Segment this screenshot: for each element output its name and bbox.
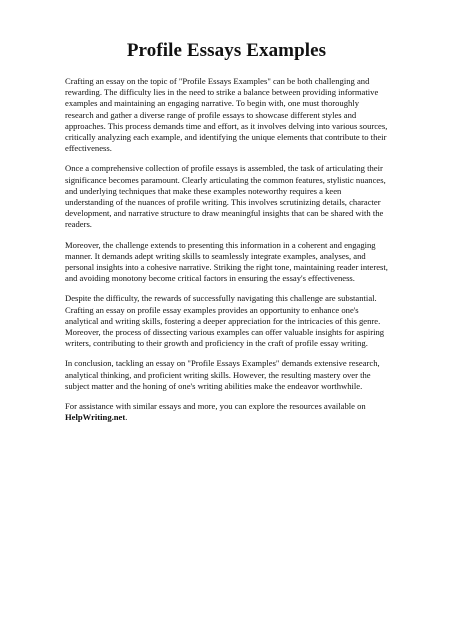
paragraph-4: Despite the difficulty, the rewards of successfully navigating this challenge are substantial. Crafting an essay on profile essay examples provides an opportunity to enhance one's analytical and writing skills, fostering a deeper appreciation for the intricacies of this genre. Moreover, the process of dissecting various examples can offer valuable insights for aspiring writers, contributing to their growth and proficiency in the craft of profile essay writing. — [65, 293, 385, 349]
closing-paragraph — [65, 401, 388, 423]
closing-period: . — [125, 412, 128, 423]
paragraph-3: Moreover, the challenge extends to presenting this information in a coherent and engaging manner. It demands adept writing skills to seamlessly integrate examples, analyses, and personal insights into a cohesive narrative. Striking the right tone, maintaining reader interest, and avoiding monotony become critical factors in ensuring the essay's effectiveness. — [65, 239, 388, 284]
paragraph-5: In conclusion, tackling an essay on "Profile Essays Examples" demands extensive research, analytical thinking, and proficient writing skills. However, the resulting mastery over the subject matter and the honing of one's writing abilities make the endeavor worthwhile. — [65, 358, 380, 391]
closing-text: For assistance with similar essays and more, you can explore the resources available on — [65, 401, 366, 412]
paragraph-2: Once a comprehensive collection of profile essays is assembled, the task of articulating their significance becomes paramount. Clearly articulating the common features, stylistic nuances, and underlying techniques that make these examples noteworthy requires a keen understanding of the nuances of profile writing. This involves scrutinizing details, character development, and narrative structure to draw meaningful insights that can be shared with the readers. — [65, 163, 386, 230]
paragraph-1: Crafting an essay on the topic of "Profile Essays Examples" can be both challenging and rewarding. The difficulty lies in the need to strike a balance between providing informative examples and maintaining an engaging narrative. To begin with, one must thoroughly research and gather a diverse range of profile essays to showcase different styles and approaches. This process demands time and effort, as it involves delving into various sources, critically analyzing each example, and identifying the unique elements that contribute to their effectiveness. — [65, 76, 388, 154]
helpwriting-link[interactable]: HelpWriting.net — [65, 412, 126, 423]
document-title: Profile Essays Examples — [126, 40, 327, 61]
